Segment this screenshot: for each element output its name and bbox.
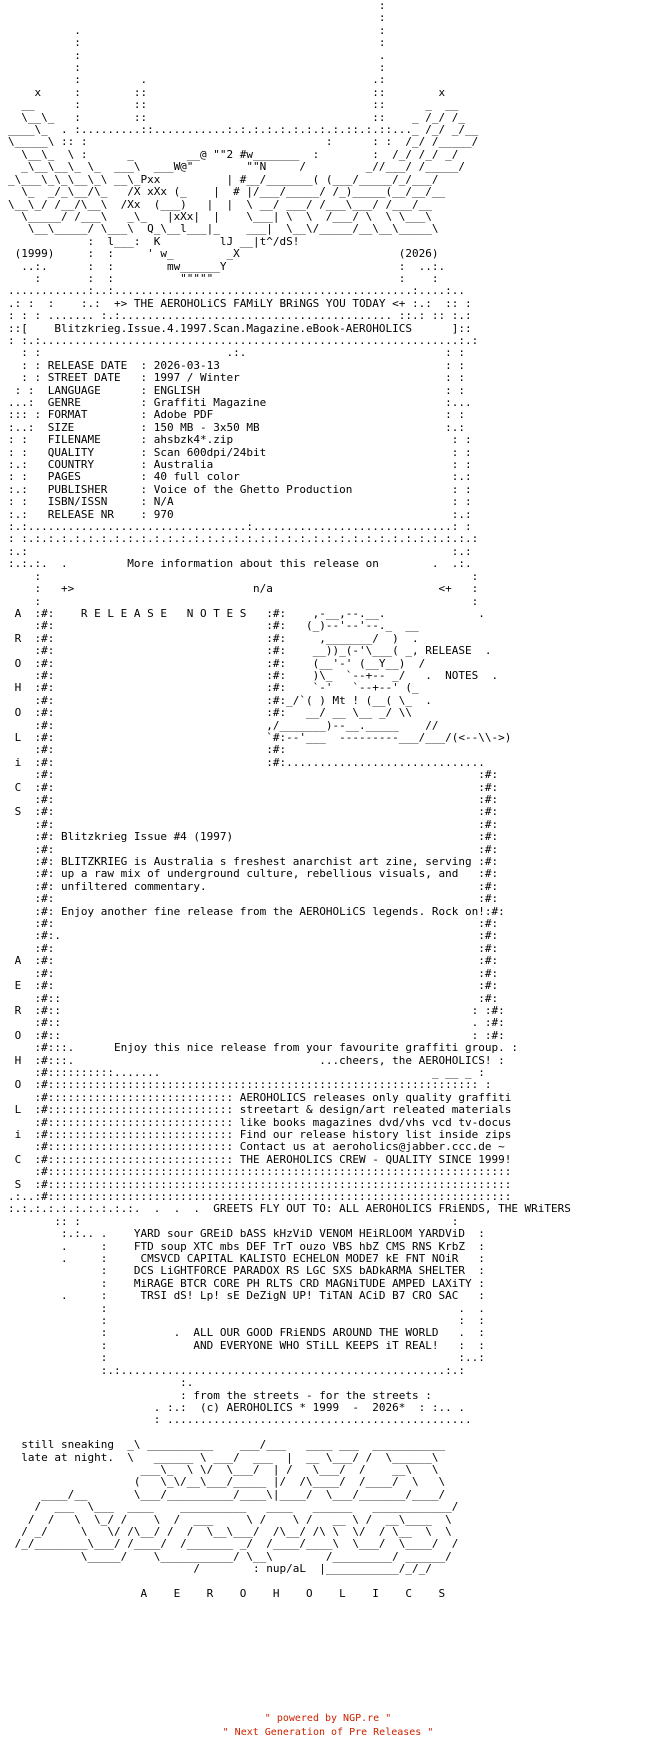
footer [0, 1712, 656, 1740]
powered-by-line [0, 1712, 656, 1726]
powered-by-link[interactable]: " powered by NGP.re " [264, 1713, 392, 1724]
tagline-link[interactable]: " Next Generation of Pre Releases " [222, 1727, 434, 1738]
nfo-ascii-art: : : . : : : : . : : : . .: x : :: :: x __ : :: :: _ __ \__\_ : :: :: _ /_/ /_ ____\_ . :.........::...........:.:.:.:.:.:.:.:.:.::.:.::..._ /_/ _/__ \_____\ :: : : : : /_/ /_____/ \__\_ \ : _ __@ ""2 #w_______ : : /_/ /_/ _/ _\__\__\_ \_ ___\ ___W@" ""N / _//___/ /_____/ _\___\_\_\__\_\ __\_Pxx | #__/_______( (___/_____/_/___/ \_ _/_\__/\_ /X xXx (_ | # |/___/_____/ /_)_____(__/__/__ \__\_/ /__/\__\ /Xx (___) | | \ __/ ___/ /___\___/ /___/__ \_____/ /___\ _\_ |xXx| | \___| \ \ /___/ \ \ \___\ \__\_____/ \___\ Q_\__l___|_ ___| \__\/_____/__\__\_____\ : l___: K lJ __|t^/dS! (1999) : : ' w_ _X (2026) ..:. : : mw______Y : ..:. : : : """"" : : ............:..:.............................................:....:.. .: : : :.: +> THE AEROHOLiCS FAMiLY BRiNGS YOU TODAY <+ :.: :: : : : : ....... :.:......................................... ::.: :: :.: ::[ Blitzkrieg.Issue.4.1997.Scan.Magazine.eBook-AEROHOLICS ]:: : :.:...............................................................:.: : : .:. : : : : RELEASE DATE : 2026-03-13 : : : : STREET DATE : 1997 / Winter : : : : LANGUAGE : ENGLISH : : ...: GENRE : Graffiti Magazine :... ::: : FORMAT : Adobe PDF : : :..: SIZE : 150 MB - 3x50 MB :.: : : FILENAME : ahsbzk4*.zip : : : : QUALITY : Scan 600dpi/24bit : : :.: COUNTRY : Australia : : : : PAGES : 40 full color :.: :.: PUBLISHER : Voice of the Ghetto Production : : : : ISBN/ISSN : N/A : : :.: RELEASE NR : 970 :.: :.:.................................:..............................: : : :.:.:.:.:.:.:.:.:.:.:.:.:.:.:.:.:.:.:.:.:.:.:.:.:.:.:.:.:.:.:.:.:.:.: :.: :.: :.:.:. . More information about this release on . .:. : : : +> n/a <+ : : : A :#: R E L E A S E N O T E S :#: ,-__,--.__. . :#: :#: (_)--'--'--._ __ R :#: :#: ,_______/ ) . :#: :#: __))_(-'\___( _, RELEASE . O :#: :#: (__'-' (__Y__) / :#: :#: )\_ `--+-- _/ . NOTES . H :#: :#: `-' `--+--' (_ :#: :#:_/`( ) Mt ! (__( \_ . O :#: :#: __/ __ \__ _/ \\ :#: ,/_______)--__._____ // L :#: `#:--'___ ---------___/___/(<--\\->) :#: :#: i :#: :#:.............................. :#: :#: C :#: :#: :#: :#: S :#: :#: :#: :#: :#: Blitzkrieg Issue #4 (1997) :#: :#: :#: :#: BLITZKRIEG is Australia s freshest anarchist art zine, serving :#: :#: up a raw mix of underground culture, rebellious visuals, and :#: :#: unfiltered commentary. :#: :#: :#: :#: Enjoy another fine release from the AEROHOLiCS legends. Rock on!:#: :#: :#: :#:. :#: :#: :#: A :#: :#: :#: :#: E :#: :#: :#:: :#: R :#:: : :#: :#:: . :#: O :#:: : :#: :#:::. Enjoy this nice release from your favourite graffiti group. : H :#:::. ...cheers, the AEROHOLICS! : :#::::::::::....... _ __ _ : O :#::::::::::::::::::::::::::::::::::::::::::::::::::::::::::::::::: : :#:::::::::::::::::::::::::::: AEROHOLICS releases only quality graffiti L :#:::::::::::::::::::::::::::: streetart & design/art releated materials :#:::::::::::::::::::::::::::: like books magazines dvd/vhs vcd tv-docus i :#:::::::::::::::::::::::::::: Find our release history list inside zips :#:::::::::::::::::::::::::::: Contact us at aeroholics@jabber.ccc.de ~ C :#:::::::::::::::::::::::::::: THE AEROHOLICS CREW - QUALITY SINCE 1999! :#:::::::::::::::::::::::::::::::::::::::::::::::::::::::::::::::::::::: S :#:::::::::::::::::::::::::::::::::::::::::::::::::::::::::::::::::::::: .:..:#:::::::::::::::::::::::::::::::::::::::::::::::::::::::::::::::::::::: :.:.:.:.:.:.:.:.:.:. . . . GREETS FLY OUT TO: ALL AEROHOLICS FRiENDS, THE WRiTERS :: : : :.:.. . YARD sour GREiD bASS kHzViD VENOM HEiRLOOM YARDViD : . : FTD soup XTC mbs DEF TrT ouzo VBS hbZ CMS RNS KrbZ : . : CMSVCD CAPITAL KALISTO ECHELON MODE7 kE FNT NOiR : : DCS LiGHTFORCE PARADOX RS LGC SXS bADkARMA SHELTER : : MiRAGE BTCR CORE PH RLTS CRD MAGNiTUDE AMPED LAXiTY : . : TRSI dS! Lp! sE DeZigN UP! TiTAN ACiD B7 CRO SAC : : . . : : : : . ALL OUR GOOD FRiENDS AROUND THE WORLD . : : AND EVERYONE WHO STiLL KEEPS iT REAL! : : : :..: :.:.................................................:.: :. : from the streets - for the streets : . :.: (c) AEROHOLICS * 1999 - 2026* : :.. . : .............................................. still sneaking _\ __________ ___/___ ____ ___ ___________ late at night. \ ______ \ ___/ ___ | __ \___/ / \______\ ___\_ \ \/ \___/ | / \___/ / __\ \ ( \_\/__\___/_____ |/ /\____/ /____/ \ \ ____/__ \___/__________/____\|____/ \___/_______/____/ / ___ \___ ____ __________ ____ ______ ____________/ / / \ \_/ / \ / ___ \ / \ / __ \ / __\____ \ / _/ \ \/ /\__/ / / \__\___/ /\__/ /\ \ \/ / \__ \ \ /_/________\___/ /____/ /_______ _/ /____/____\ \___/ \____/ / \_____/ \___________/ \__\ /_________/ ______/ / : nup/aL |___________/_/_/ A E R O H O L I C S [8, 0, 571, 1600]
tagline-line [0, 1726, 656, 1740]
